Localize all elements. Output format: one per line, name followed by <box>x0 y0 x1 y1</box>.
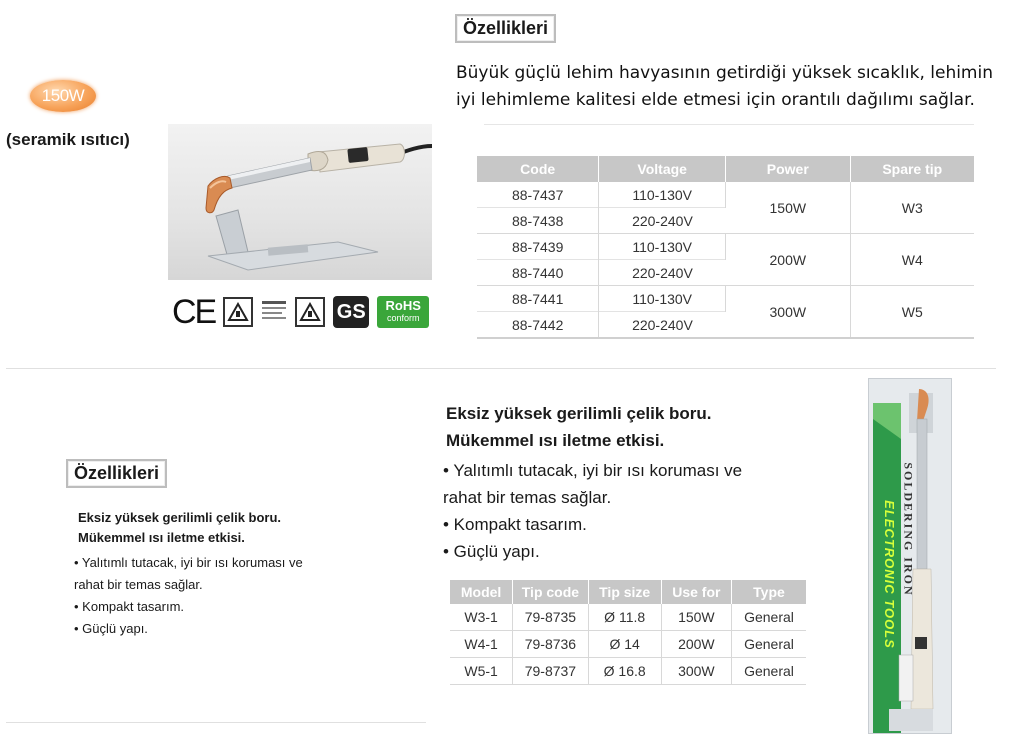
table-row <box>450 604 806 631</box>
features-small-bold <box>78 508 281 548</box>
header-tip-code: Tip code <box>513 580 588 604</box>
tip-table-header <box>450 580 806 604</box>
model-cell: W4-1 <box>450 631 513 658</box>
features-large-bold-line: Eksiz yüksek gerilimli çelik boru. <box>446 404 712 423</box>
code-cell: 88-7441 <box>477 286 599 312</box>
tip-table <box>450 580 806 685</box>
bottom-divider <box>6 722 426 723</box>
type-cell: General <box>731 604 806 631</box>
features-small-bold-line: Mükemmel ısı iletme etkisi. <box>78 530 245 545</box>
tip-code-cell: 79-8735 <box>513 604 588 631</box>
code-cell: 88-7438 <box>477 208 599 234</box>
tip-code-cell: 79-8737 <box>513 658 588 685</box>
code-cell: 88-7437 <box>477 182 599 208</box>
table-row <box>450 631 806 658</box>
divider <box>484 124 974 125</box>
list-item: • Yalıtımlı tutacak, iyi bir ısı koruması ve <box>443 461 743 480</box>
tip-code-cell: 79-8736 <box>513 631 588 658</box>
header-use-for: Use for <box>661 580 731 604</box>
voltage-cell: 220-240V <box>599 208 726 234</box>
model-cell: W3-1 <box>450 604 513 631</box>
ce-mark: CE <box>172 293 216 331</box>
tip-size-cell: Ø 16.8 <box>588 658 661 685</box>
ceramic-heater-label: (seramik ısıtıcı) <box>6 130 130 149</box>
features-small-list <box>74 552 303 640</box>
power-cell: 300W <box>726 286 851 339</box>
spare-tip-cell: W4 <box>850 234 974 286</box>
header-code: Code <box>477 156 599 182</box>
header-voltage: Voltage <box>599 156 726 182</box>
package-photo <box>868 378 952 734</box>
list-item: • Kompakt tasarım. <box>74 599 185 614</box>
soldering-iron-photo <box>168 124 432 280</box>
list-item: • Kompakt tasarım. <box>443 515 587 534</box>
code-cell: 88-7440 <box>477 260 599 286</box>
use-for-cell: 200W <box>661 631 731 658</box>
list-item: rahat bir temas sağlar. <box>443 488 612 507</box>
spec-table-header <box>477 156 974 182</box>
model-cell: W5-1 <box>450 658 513 685</box>
type-cell: General <box>731 658 806 685</box>
table-row <box>477 286 974 312</box>
header-spare-tip: Spare tip <box>850 156 974 182</box>
package-text-soldering <box>899 439 917 619</box>
table-row <box>477 182 974 208</box>
features-large-list <box>443 457 823 565</box>
section-divider <box>6 368 996 369</box>
voltage-cell: 110-130V <box>599 286 726 312</box>
rohs-title: RoHS <box>385 298 421 313</box>
list-item: rahat bir temas sağlar. <box>74 577 203 592</box>
use-for-cell: 300W <box>661 658 731 685</box>
features-large-bold <box>446 400 712 454</box>
code-cell: 88-7439 <box>477 234 599 260</box>
package-text-electronic <box>881 449 897 699</box>
voltage-cell: 220-240V <box>599 260 726 286</box>
tuv-triangle-icon <box>223 297 253 327</box>
table-row <box>450 658 806 685</box>
header-model: Model <box>450 580 513 604</box>
header-power: Power <box>726 156 851 182</box>
features-heading-bottom: Özellikleri <box>66 459 167 488</box>
features-small-bold-line: Eksiz yüksek gerilimli çelik boru. <box>78 510 282 525</box>
header-type: Type <box>731 580 806 604</box>
type-cell: General <box>731 631 806 658</box>
tip-size-cell: Ø 11.8 <box>588 604 661 631</box>
code-cell: 88-7442 <box>477 312 599 339</box>
voltage-cell: 220-240V <box>632 316 693 333</box>
voltage-cell: 110-130V <box>599 234 726 260</box>
spare-tip-cell: W3 <box>850 182 974 234</box>
gs-mark: GS <box>333 296 369 328</box>
spec-table <box>477 156 974 339</box>
power-cell: 150W <box>726 182 851 234</box>
list-item: • Güçlü yapı. <box>443 542 540 561</box>
tuv-label-icon <box>261 297 287 327</box>
tip-size-cell: Ø 14 <box>588 631 661 658</box>
list-item: • Güçlü yapı. <box>74 621 148 636</box>
features-large-bold-line: Mükemmel ısı iletme etkisi. <box>446 431 665 450</box>
rohs-subtitle: conform <box>386 313 420 323</box>
wattage-badge: 150W <box>30 80 96 112</box>
package-soldering-label: SOLDERING IRON <box>901 461 916 597</box>
use-for-cell: 150W <box>661 604 731 631</box>
tuv-rheinland-icon <box>295 297 325 327</box>
soldering-iron-illustration <box>168 124 432 280</box>
package-electronic-label: ELECTRONIC TOOLS <box>881 499 897 649</box>
features-heading-top: Özellikleri <box>455 14 556 43</box>
table-row <box>477 234 974 260</box>
power-cell: 200W <box>726 234 851 286</box>
rohs-badge <box>377 296 429 328</box>
spare-tip-cell: W5 <box>901 303 923 320</box>
header-tip-size: Tip size <box>588 580 661 604</box>
features-description: Büyük güçlü lehim havyasının getirdiği yüksek sıcaklık, lehimin iyi lehimleme kalitesi elde etmesi için orantılı dağılımı sağlar. <box>456 63 993 110</box>
certification-row <box>172 295 429 329</box>
voltage-cell: 110-130V <box>599 182 726 208</box>
list-item: • Yalıtımlı tutacak, iyi bir ısı koruması ve <box>74 555 303 570</box>
